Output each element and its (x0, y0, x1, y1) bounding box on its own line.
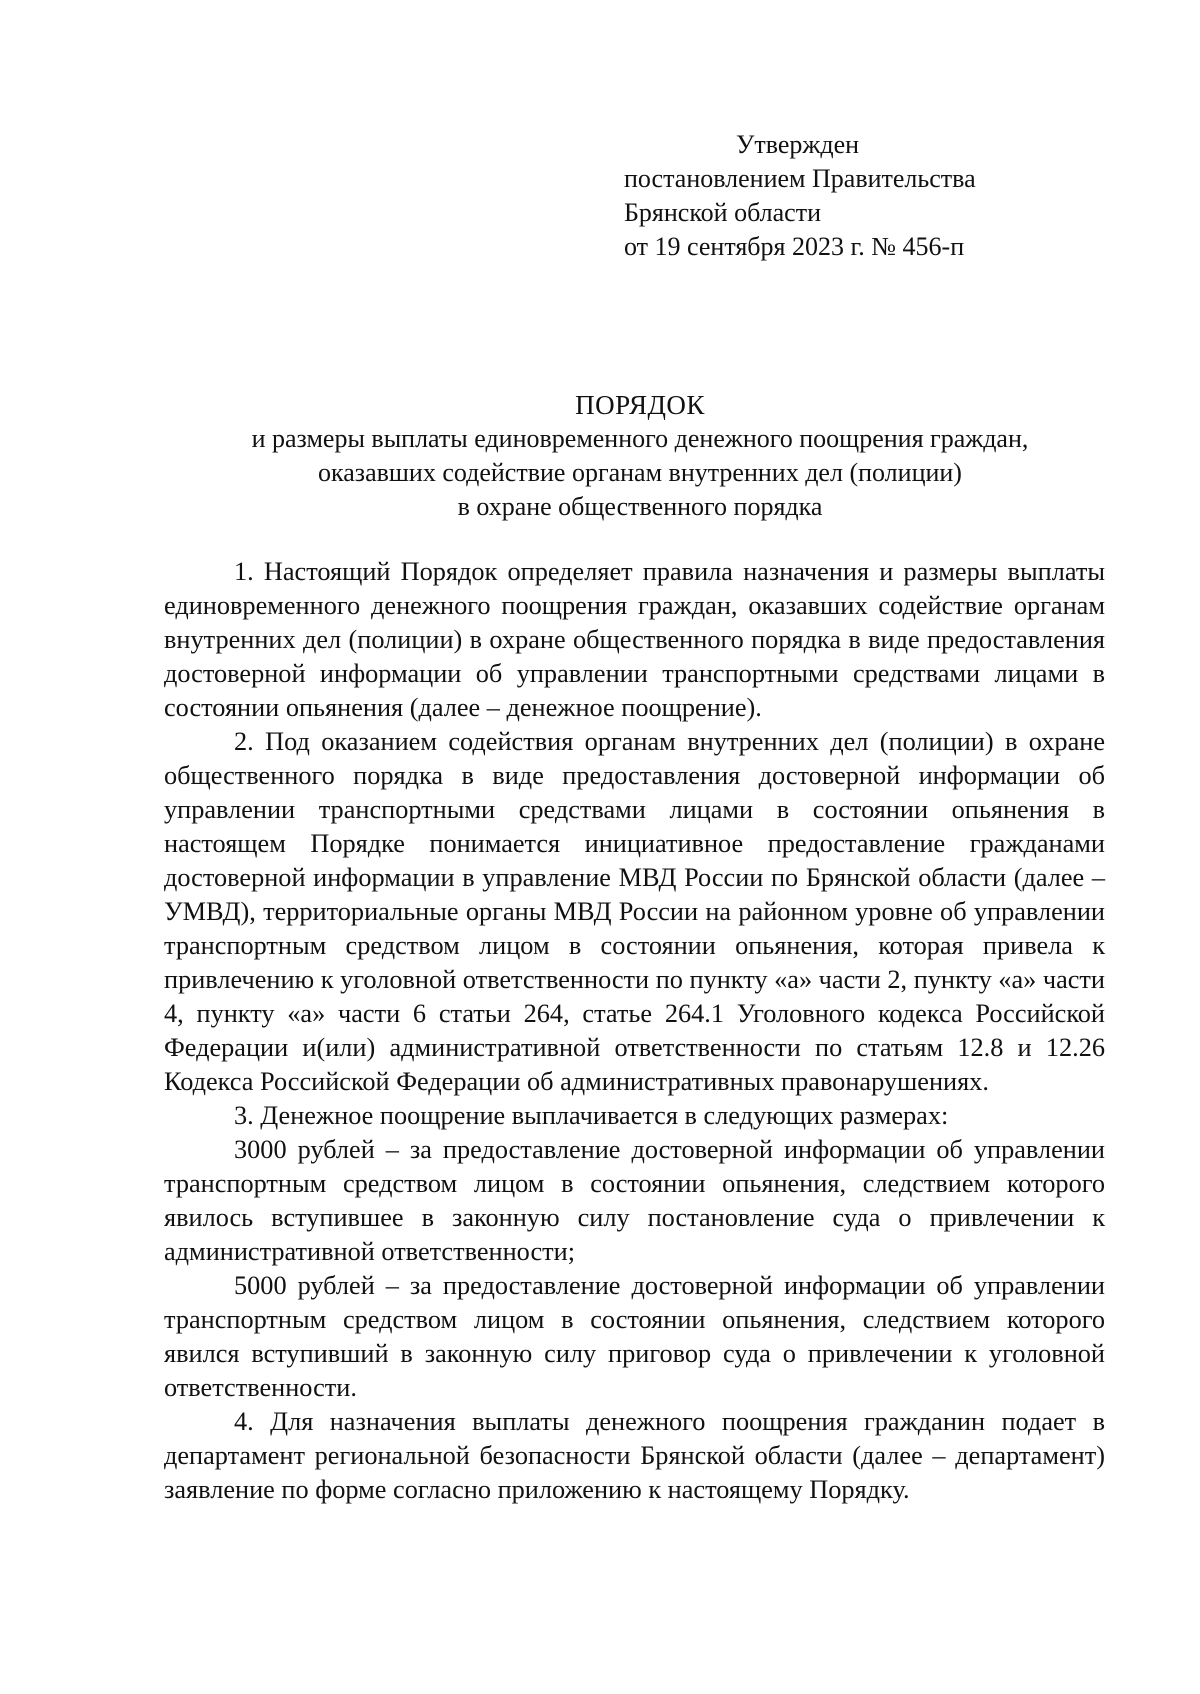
paragraph-2: 2. Под оказанием содействия органам внутренних дел (полиции) в охране общественного порядка в виде предоставления достоверной информации об управлении транспортными средствами лицами в состоянии опьянения в настоящем Порядке понимается инициативное предоставление гражданами достоверной информации в управление МВД России по Брянской области (далее – УМВД), территориальные органы МВД России на районном уровне об управлении транспортным средством лицом в состоянии опьянения, которая привела к привлечению к уголовной ответственности по пункту «а» части 2, пункту «а» части 4, пункту «а» части 6 статьи 264, статье 264.1 Уголовного кодекса Российской Федерации и(или) административной ответственности по статьям 12.8 и 12.26 Кодекса Российской Федерации об административных правонарушениях. (164, 727, 1105, 1096)
approval-stamp (624, 128, 1044, 264)
paragraph-4: 4. Для назначения выплаты денежного поощрения гражданин подает в департамент региональной безопасности Брянской области (далее – департамент) заявление по форме согласно приложению к настоящему Порядку. (164, 1407, 1105, 1504)
approval-line-region: Брянской области (624, 198, 821, 227)
approval-line-approved: Утвержден (736, 130, 860, 159)
document-title (160, 388, 1120, 524)
title-subline-2: оказавших содействие органам внутренних дел (полиции) (318, 458, 962, 487)
title-subline-1: и размеры выплаты единовременного денежного поощрения граждан, (251, 424, 1029, 453)
approval-line-resolution: постановлением Правительства (624, 164, 976, 193)
title-subline-3: в охране общественного порядка (457, 492, 823, 521)
approval-line-date-number: от 19 сентября 2023 г. № 456-п (624, 232, 965, 261)
paragraph-3-amount-5000: 5000 рублей – за предоставление достоверной информации об управлении транспортным средством лицом в состоянии опьянения, следствием которого явился вступивший в законную силу приговор суда о привлечении к уголовной ответственности. (164, 1271, 1105, 1402)
paragraph-1: 1. Настоящий Порядок определяет правила назначения и размеры выплаты единовременного денежного поощрения граждан, оказавших содействие органам внутренних дел (полиции) в охране общественного порядка в виде предоставления достоверной информации об управлении транспортными средствами лицами в состоянии опьянения (далее – денежное поощрение). (164, 557, 1105, 722)
paragraph-3: 3. Денежное поощрение выплачивается в следующих размерах: (234, 1101, 949, 1130)
paragraph-3-amount-3000: 3000 рублей – за предоставление достоверной информации об управлении транспортным средством лицом в состоянии опьянения, следствием которого явилось вступившее в законную силу постановление суда о привлечении к административной ответственности; (164, 1135, 1105, 1266)
title-heading: ПОРЯДОК (575, 390, 705, 420)
document-body (164, 555, 1105, 1507)
